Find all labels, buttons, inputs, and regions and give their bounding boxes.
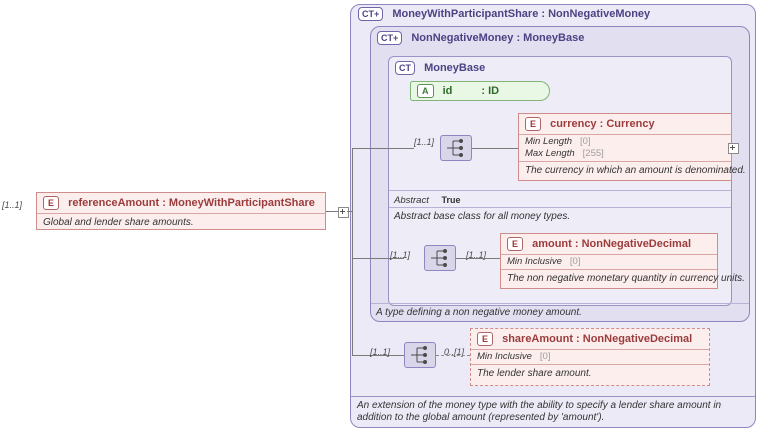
facet-min-inclusive: Min Inclusive [0] [507, 256, 581, 267]
cardinality-share-left: [1..1] [370, 347, 391, 357]
money-base-abstract: Abstract True [394, 195, 461, 206]
sequence-symbol-money-base[interactable] [440, 135, 472, 161]
cardinality-money-base-sequence: [1..1] [414, 137, 435, 147]
element-share-amount-title [471, 329, 709, 349]
sequence-symbol-share-amount[interactable] [404, 342, 436, 368]
connector-trunk-to-moneybase [352, 148, 414, 149]
header-label-outer: MoneyWithParticipantShare : NonNegativeMoney [392, 8, 651, 20]
connector-currency [472, 148, 518, 149]
header-money-with-participant-share [358, 7, 650, 21]
element-amount-name: amount : NonNegativeDecimal [532, 238, 691, 250]
connector-share-amount [436, 355, 470, 356]
expander-currency[interactable] [728, 143, 739, 154]
element-badge: E [507, 237, 523, 251]
divider-outer [351, 396, 755, 397]
money-base-doc: Abstract base class for all money types. [394, 211, 571, 222]
element-amount-title [501, 234, 717, 254]
element-share-amount[interactable] [470, 328, 710, 386]
sequence-symbol-non-negative-money[interactable] [424, 245, 456, 271]
element-reference-amount-doc: Global and lender share amounts. [43, 217, 194, 228]
attribute-id-type: : ID [481, 85, 500, 97]
cardinality-amount-right: [1..1] [466, 250, 487, 260]
divider-money-base [389, 190, 731, 191]
element-currency-name: currency : Currency [550, 118, 655, 130]
element-badge: E [477, 332, 493, 346]
facet-min-inclusive: Min Inclusive [0] [477, 351, 551, 362]
element-currency[interactable] [518, 113, 746, 181]
attribute-badge: A [417, 84, 434, 98]
connector-trunk [352, 148, 353, 356]
header-non-negative-money [377, 31, 584, 45]
element-share-amount-name: shareAmount : NonNegativeDecimal [502, 333, 693, 345]
facet-max-length: Max Length [255] [525, 148, 604, 159]
attribute-id[interactable] [410, 81, 550, 101]
element-badge: E [525, 117, 541, 131]
attribute-id-name: id [442, 85, 453, 97]
expander-root[interactable] [338, 207, 349, 218]
header-label-inner: MoneyBase [424, 62, 486, 74]
cardinality-share-right: 0..[1] [444, 347, 465, 357]
divider-money-base-2 [389, 207, 731, 208]
element-reference-amount-title [37, 193, 325, 213]
ct-plus-badge-middle: CT+ [377, 31, 402, 45]
outer-doc: An extension of the money type with the ability to specify a lender share amount in addition to the global amount (represented by 'amount'). [357, 400, 722, 423]
ct-plus-badge-outer: CT+ [358, 7, 383, 21]
cardinality-amount-left: [1..1] [390, 250, 411, 260]
facet-min-length: Min Length [0] [525, 136, 591, 147]
non-negative-money-doc: A type defining a non negative money amount. [376, 307, 582, 318]
element-badge: E [43, 196, 59, 210]
element-amount[interactable] [500, 233, 745, 289]
element-currency-doc: The currency in which an amount is denominated. [525, 165, 746, 176]
element-reference-amount-name: referenceAmount : MoneyWithParticipantShare [68, 197, 315, 209]
attribute-id-title [411, 82, 549, 101]
element-amount-doc: The non negative monetary quantity in currency units. [507, 273, 745, 284]
connector-amount [456, 258, 500, 259]
connector-root [326, 211, 338, 212]
header-label-middle: NonNegativeMoney : MoneyBase [411, 32, 585, 44]
divider-non-negative-money [371, 303, 749, 304]
cardinality-reference-amount: [1..1] [2, 200, 23, 210]
header-money-base [395, 61, 485, 75]
element-share-amount-doc: The lender share amount. [477, 368, 592, 379]
element-reference-amount[interactable] [36, 192, 326, 230]
element-currency-title [519, 114, 731, 134]
ct-badge-inner: CT [395, 61, 415, 75]
